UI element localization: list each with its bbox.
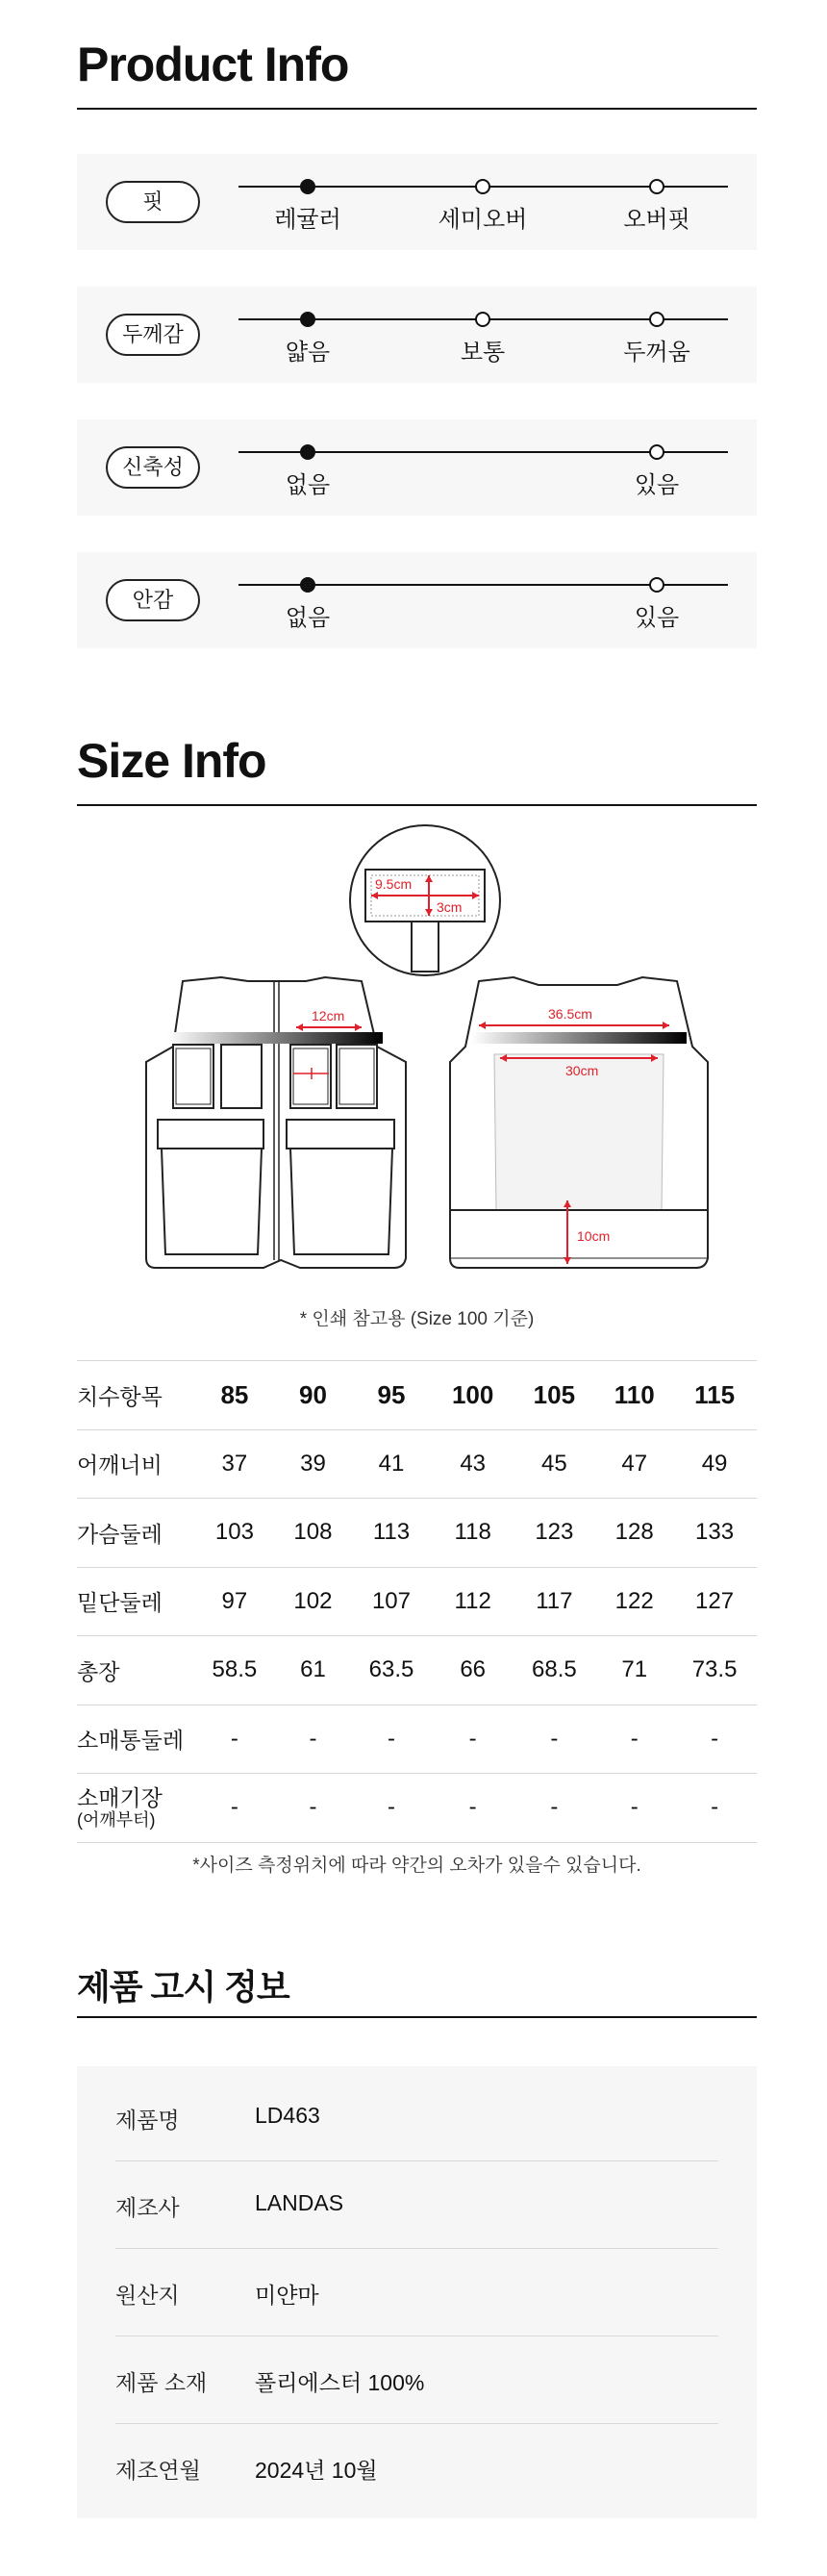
scale-option-label: 세미오버 — [438, 207, 528, 233]
back-chest-label: 30cm — [565, 1063, 599, 1078]
notice-key: 제조연월 — [115, 2458, 201, 2483]
size-header-cell: 100 — [434, 1361, 513, 1430]
notice-value: LANDAS — [255, 2190, 344, 2215]
scale-dot-selected — [300, 444, 315, 460]
size-value-cell: 37 — [192, 1429, 277, 1499]
size-value-cell: 73.5 — [672, 1636, 757, 1705]
scale-dot — [649, 444, 664, 460]
size-value-cell: 63.5 — [349, 1636, 434, 1705]
scale-option-label: 레귤러 — [274, 207, 341, 233]
scale-dot — [649, 179, 664, 194]
size-value-cell: 45 — [512, 1429, 596, 1499]
size-table-row — [77, 1429, 757, 1499]
scale-option-label: 없음 — [285, 605, 331, 631]
size-table-row — [77, 1774, 757, 1843]
product-info-title: Product Info — [77, 38, 349, 91]
scale-option-label: 없음 — [285, 472, 331, 498]
size-value-cell: - — [277, 1705, 349, 1774]
size-row-label-main: 소매기장 — [77, 1785, 163, 1811]
product-info-row — [77, 154, 757, 250]
size-value-cell: 127 — [672, 1567, 757, 1636]
product-info-label: 안감 — [106, 579, 200, 621]
size-value-cell: - — [596, 1774, 672, 1843]
size-value-cell: - — [434, 1774, 513, 1843]
size-row-label: 총장 — [77, 1636, 192, 1705]
size-value-cell: 68.5 — [512, 1636, 596, 1705]
scale-option-label: 두꺼움 — [623, 340, 690, 366]
size-value-cell: - — [192, 1774, 277, 1843]
back-chest-bar — [471, 1032, 687, 1044]
size-header-cell: 105 — [512, 1361, 596, 1430]
product-info-row — [77, 287, 757, 383]
size-table-row — [77, 1567, 757, 1636]
notice-value: LD463 — [255, 2103, 320, 2128]
notice-box — [77, 2066, 757, 2518]
scale-option-label: 오버핏 — [623, 207, 690, 233]
size-value-cell: 66 — [434, 1636, 513, 1705]
size-value-cell: 118 — [434, 1499, 513, 1568]
size-value-cell: - — [434, 1705, 513, 1774]
collar-detail — [350, 825, 500, 975]
collar-height-label: 3cm — [437, 899, 463, 915]
notice-value: 폴리에스터 100% — [255, 2370, 425, 2395]
vest-front — [146, 977, 406, 1268]
notice-value: 미얀마 — [255, 2283, 319, 2308]
size-value-cell: 112 — [434, 1567, 513, 1636]
size-value-cell: 47 — [596, 1429, 672, 1499]
size-header-cell: 110 — [596, 1361, 672, 1430]
size-row-label: 밑단둘레 — [77, 1567, 192, 1636]
notice-row — [115, 2161, 718, 2249]
size-row-label: 소매통둘레 — [77, 1705, 192, 1774]
notice-row — [115, 2424, 718, 2512]
size-value-cell: 117 — [512, 1567, 596, 1636]
scale-option-label: 있음 — [634, 605, 680, 631]
size-value-cell: 61 — [277, 1636, 349, 1705]
size-table-row — [77, 1636, 757, 1705]
size-value-cell: - — [277, 1774, 349, 1843]
scale-dot — [649, 577, 664, 593]
size-value-cell: 128 — [596, 1499, 672, 1568]
product-info-label: 핏 — [106, 181, 200, 223]
scale-dot-selected — [300, 312, 315, 327]
size-value-cell: 133 — [672, 1499, 757, 1568]
notice-key: 제품 소재 — [115, 2370, 208, 2395]
table-note: *사이즈 측정위치에 따라 약간의 오차가 있을수 있습니다. — [192, 1856, 641, 1876]
size-table-header — [77, 1361, 757, 1430]
size-value-cell: 107 — [349, 1567, 434, 1636]
size-value-cell: 71 — [596, 1636, 672, 1705]
notice-key: 제조사 — [115, 2195, 180, 2220]
size-row-label: 어깨너비 — [77, 1429, 192, 1499]
size-table-row — [77, 1499, 757, 1568]
collar-width-label: 9.5cm — [375, 876, 413, 892]
notice-row — [115, 2249, 718, 2336]
size-value-cell: - — [672, 1705, 757, 1774]
notice-key: 제품명 — [115, 2108, 180, 2133]
size-header-cell: 85 — [192, 1361, 277, 1430]
notice-row — [115, 2074, 718, 2161]
scale-option-label: 보통 — [460, 340, 506, 366]
product-info-row — [77, 419, 757, 516]
size-row-label: 가슴둘레 — [77, 1499, 192, 1568]
size-value-cell: 39 — [277, 1429, 349, 1499]
front-chest-bar — [167, 1032, 383, 1044]
scale-dot-selected — [300, 179, 315, 194]
size-value-cell: 97 — [192, 1567, 277, 1636]
size-value-cell: - — [596, 1705, 672, 1774]
size-diagram — [77, 816, 757, 1287]
size-row-label-sub: (어깨부터) — [77, 1810, 156, 1831]
size-row-label — [77, 1774, 192, 1843]
size-value-cell: 102 — [277, 1567, 349, 1636]
product-info-row — [77, 552, 757, 648]
size-value-cell: - — [192, 1705, 277, 1774]
size-info-title: Size Info — [77, 734, 266, 788]
size-value-cell: 49 — [672, 1429, 757, 1499]
size-value-cell: 58.5 — [192, 1636, 277, 1705]
size-value-cell: 108 — [277, 1499, 349, 1568]
product-info-label: 두께감 — [106, 314, 200, 356]
size-value-cell: 113 — [349, 1499, 434, 1568]
size-header-label: 치수항목 — [77, 1361, 192, 1430]
size-table — [77, 1360, 757, 1843]
size-value-cell: - — [672, 1774, 757, 1843]
back-shoulder-label: 36.5cm — [548, 1006, 592, 1022]
notice-value: 2024년 10월 — [255, 2458, 378, 2483]
scale-dot — [475, 179, 490, 194]
size-value-cell: 43 — [434, 1429, 513, 1499]
notice-row — [115, 2336, 718, 2424]
notice-key: 원산지 — [115, 2283, 180, 2308]
vest-measurement-illustration — [77, 816, 757, 1287]
size-value-cell: - — [349, 1705, 434, 1774]
size-value-cell: 41 — [349, 1429, 434, 1499]
size-value-cell: - — [349, 1774, 434, 1843]
scale-dot — [649, 312, 664, 327]
size-header-cell: 90 — [277, 1361, 349, 1430]
size-value-cell: 122 — [596, 1567, 672, 1636]
scale-option-label: 얇음 — [285, 340, 331, 366]
size-header-cell: 95 — [349, 1361, 434, 1430]
product-info-label: 신축성 — [106, 446, 200, 489]
size-table-row — [77, 1705, 757, 1774]
notice-rule — [77, 2016, 757, 2018]
hem-height-label: 10cm — [577, 1228, 611, 1244]
size-value-cell: 123 — [512, 1499, 596, 1568]
size-header-cell: 115 — [672, 1361, 757, 1430]
scale-dot-selected — [300, 577, 315, 593]
scale-option-label: 있음 — [634, 472, 680, 498]
product-info-rule — [77, 108, 757, 110]
size-value-cell: - — [512, 1705, 596, 1774]
scale-dot — [475, 312, 490, 327]
size-value-cell: 103 — [192, 1499, 277, 1568]
notice-title: 제품 고시 정보 — [77, 1967, 289, 2007]
size-info-rule — [77, 804, 757, 806]
front-chest-label: 12cm — [312, 1008, 345, 1023]
size-value-cell: - — [512, 1774, 596, 1843]
print-note: * 인쇄 참고용 (Size 100 기준) — [299, 1309, 535, 1329]
